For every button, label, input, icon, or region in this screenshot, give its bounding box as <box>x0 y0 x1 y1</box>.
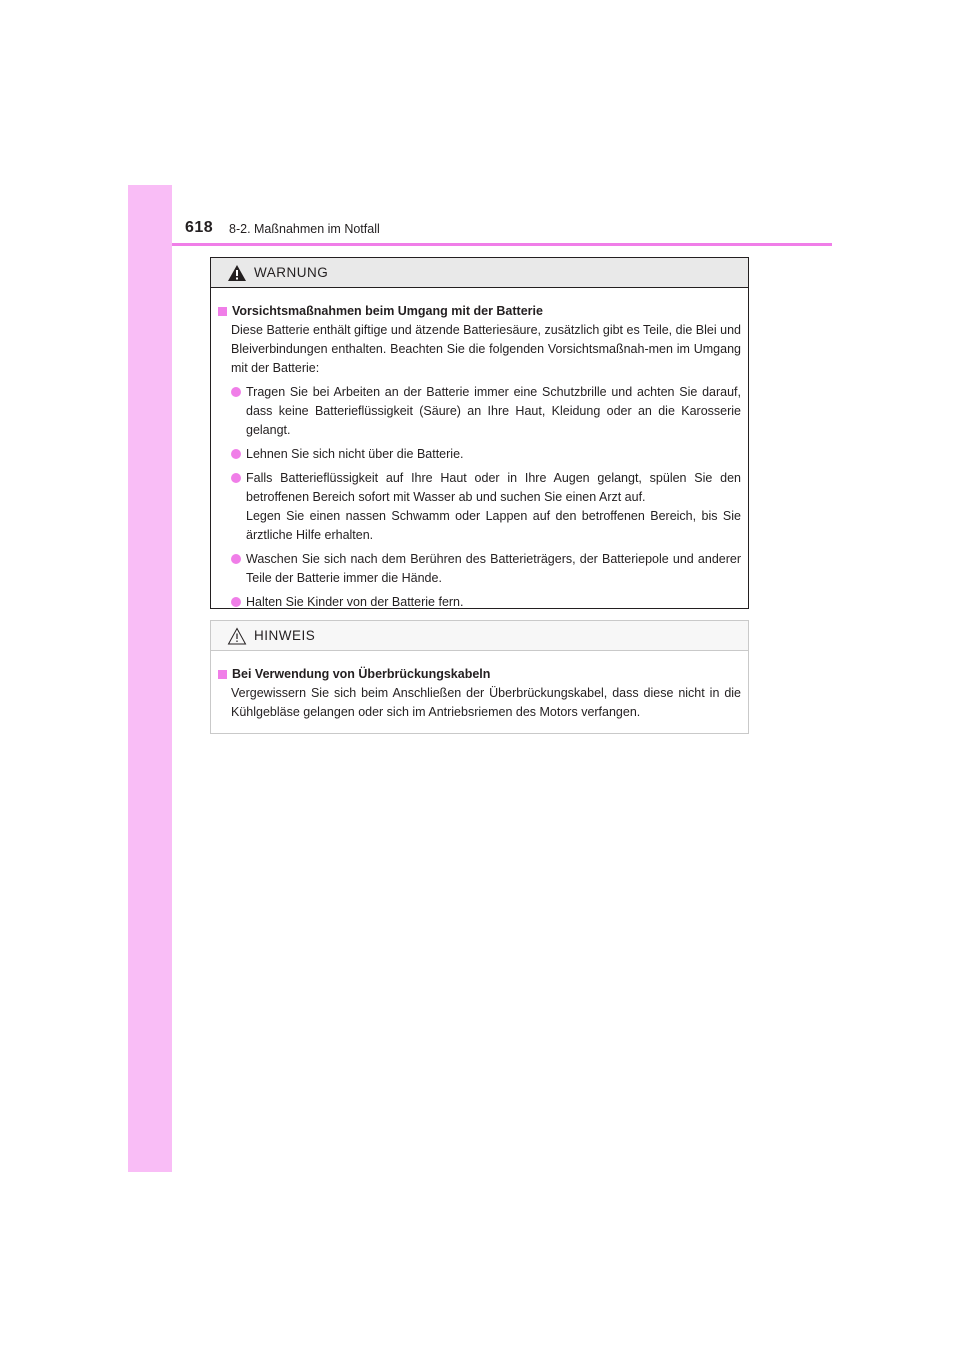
square-bullet-icon <box>218 670 227 679</box>
bullet-text: Waschen Sie sich nach dem Berühren des Batterieträgers, der Batteriepole und anderer Teile der Batterie immer die Hände. <box>246 552 741 585</box>
caution-triangle-outline-icon <box>227 627 247 645</box>
warning-box-title: WARNUNG <box>254 265 329 280</box>
warning-heading-text: Vorsichtsmaßnahmen beim Umgang mit der Batterie <box>232 304 543 318</box>
header-rule <box>172 243 832 246</box>
warning-triangle-icon <box>227 264 247 282</box>
warning-intro: Diese Batterie enthält giftige und ätzende Batteriesäure, zusätzlich gibt es Teile, die Blei und Bleiverbindungen enthalten. Beachten Sie die folgenden Vorsichtsmaßnah-men im Umgang mit der Batterie: <box>231 323 741 375</box>
circle-bullet-icon <box>231 597 241 607</box>
list-item <box>218 383 741 440</box>
bullet-text: Tragen Sie bei Arbeiten an der Batterie immer eine Schutzbrille und achten Sie darauf, dass keine Batterieflüssigkeit (Säure) an Ihre Haut, Kleidung oder an die Karosserie gelangt. <box>246 385 741 437</box>
section-title: 8-2. Maßnahmen im Notfall <box>229 222 380 236</box>
circle-bullet-icon <box>231 387 241 397</box>
notice-heading-text: Bei Verwendung von Überbrückungskabeln <box>232 667 491 681</box>
warning-bullet-list <box>218 383 741 612</box>
notice-box-title: HINWEIS <box>254 628 316 643</box>
warning-box <box>210 257 749 609</box>
notice-box <box>210 620 749 734</box>
bullet-text: Lehnen Sie sich nicht über die Batterie. <box>246 447 464 461</box>
list-item <box>218 445 741 464</box>
list-item <box>218 593 741 612</box>
list-item <box>218 550 741 588</box>
notice-heading <box>218 665 741 684</box>
circle-bullet-icon <box>231 554 241 564</box>
bullet-text-continued: Legen Sie einen nassen Schwamm oder Lappen auf den betroffenen Bereich, bis Sie ärztliche Hilfe erhalten. <box>246 509 741 542</box>
side-color-strip <box>128 185 172 1172</box>
square-bullet-icon <box>218 307 227 316</box>
circle-bullet-icon <box>231 473 241 483</box>
notice-box-header <box>211 621 748 651</box>
warning-box-body <box>211 288 748 612</box>
warning-heading <box>218 302 741 321</box>
list-item <box>218 469 741 545</box>
warning-box-header <box>211 258 748 288</box>
notice-intro: Vergewissern Sie sich beim Anschließen der Überbrückungskabel, dass diese nicht in die Kühlgebläse gelangen oder sich im Antriebsriemen des Motors verfangen. <box>231 686 741 719</box>
page-number: 618 <box>185 219 214 236</box>
bullet-text: Halten Sie Kinder von der Batterie fern. <box>246 595 464 609</box>
circle-bullet-icon <box>231 449 241 459</box>
notice-box-body <box>211 651 748 722</box>
bullet-text: Falls Batterieflüssigkeit auf Ihre Haut oder in Ihre Augen gelangt, spülen Sie den betroffenen Bereich sofort mit Wasser ab und suchen Sie einen Arzt auf. <box>246 471 741 504</box>
